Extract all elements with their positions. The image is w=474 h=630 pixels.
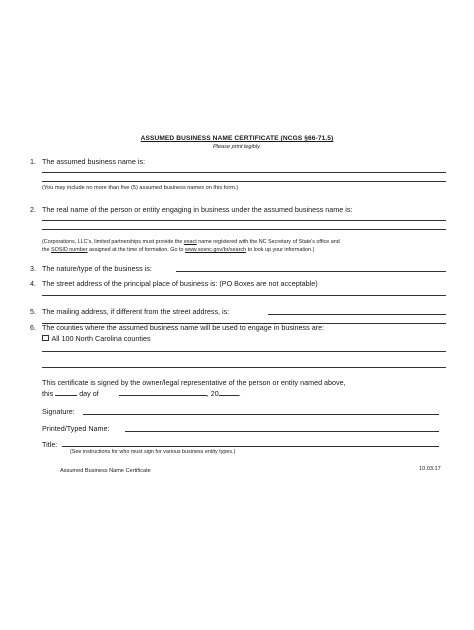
- item-2-line-2[interactable]: [42, 229, 446, 230]
- item-5-label: The mailing address, if different from the street address, is:: [42, 307, 230, 316]
- item-4-number: 4.: [30, 279, 36, 288]
- exact-emphasis: exact: [183, 239, 197, 245]
- item-1-number: 1.: [30, 157, 36, 166]
- item-6-number: 6.: [30, 323, 36, 332]
- title-line[interactable]: [62, 446, 439, 447]
- item-1-label: The assumed business name is:: [42, 157, 146, 166]
- item-2-note-line-2: the SOSID number assigned at the time of formation. Go to www.sosnc.gov/br/search to look up your information.): [42, 247, 315, 253]
- item-5-line-1[interactable]: [268, 314, 446, 315]
- item-2-label: The real name of the person or entity engaging in business under the assumed business name is:: [42, 205, 353, 214]
- all-counties-label: All 100 North Carolina counties: [51, 334, 151, 343]
- form-title: ASSUMED BUSINESS NAME CERTIFICATE (NCGS §66-71.5): [140, 135, 334, 142]
- footer-version-date: 10.03.17: [419, 466, 441, 472]
- item-1-line-2[interactable]: [42, 181, 446, 182]
- item-6-line-2[interactable]: [42, 367, 446, 368]
- item-2-note-line-1: (Corporations, LLC's, limited partnerships must provide the exact name registered with the NC Secretary of State's office and: [42, 239, 340, 245]
- day-field[interactable]: [55, 395, 77, 396]
- item-3-label: The nature/type of the business is:: [42, 264, 152, 273]
- all-counties-option[interactable]: [42, 334, 151, 343]
- signature-line[interactable]: [83, 414, 439, 415]
- certification-statement: This certificate is signed by the owner/legal representative of the person or entity named above,: [42, 378, 346, 387]
- item-3-number: 3.: [30, 264, 36, 273]
- month-field[interactable]: [119, 395, 207, 396]
- day-of-label: day of: [79, 389, 99, 398]
- print-instruction: Please print legibly.: [212, 144, 262, 150]
- year-field[interactable]: [219, 395, 239, 396]
- item-5-number: 5.: [30, 307, 36, 316]
- year-prefix-label: , 20: [206, 389, 219, 398]
- item-6-line-1[interactable]: [42, 351, 446, 352]
- printed-name-line[interactable]: [125, 431, 439, 432]
- printed-name-label: Printed/Typed Name:: [42, 424, 110, 433]
- footer-form-name: Assumed Business Name Certificate: [60, 468, 151, 474]
- sos-search-link[interactable]: www.sosnc.gov/br/search: [184, 247, 247, 253]
- this-label: this: [42, 389, 54, 398]
- date-line: this day of , 20 .: [42, 389, 241, 398]
- item-2-number: 2.: [30, 205, 36, 214]
- title-note: (See instructions for who must sign for various business entity types.): [70, 449, 236, 455]
- item-4-line[interactable]: [42, 295, 446, 296]
- item-3-line[interactable]: [176, 271, 446, 272]
- item-4-label: The street address of the principal place of business is: (PO Boxes are not acceptable): [42, 279, 318, 288]
- item-2-line-1[interactable]: [42, 220, 446, 221]
- item-1-line-1[interactable]: [42, 172, 446, 173]
- sosid-emphasis: SOSID number: [51, 247, 88, 253]
- item-6-label: The counties where the assumed business name will be used to engage in business are:: [42, 323, 325, 332]
- item-1-note: (You may include no more than five (5) assumed business names on this form.): [42, 185, 239, 191]
- signature-label: Signature:: [42, 407, 75, 416]
- all-counties-checkbox[interactable]: [42, 335, 49, 342]
- title-label: Title:: [42, 440, 58, 449]
